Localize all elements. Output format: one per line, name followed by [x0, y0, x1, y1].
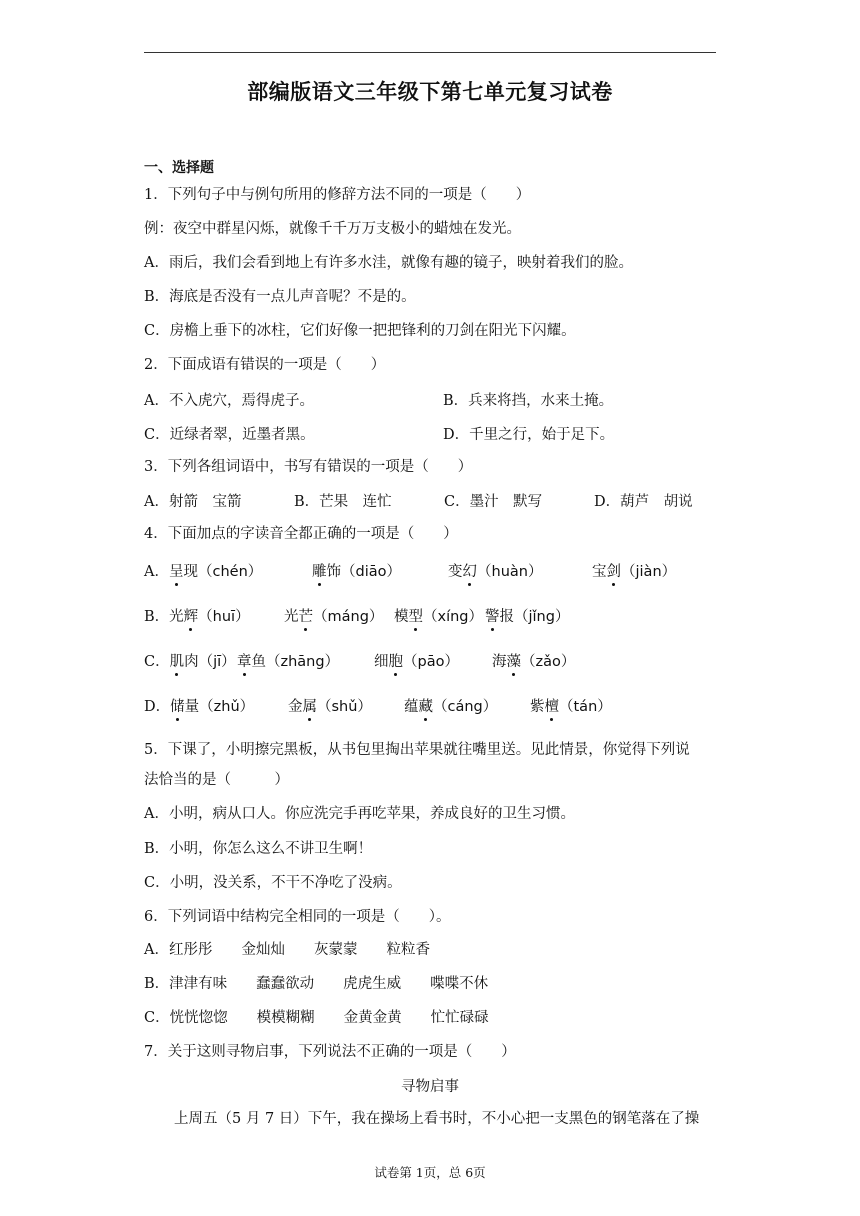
- q4-a-item: [144, 560, 262, 581]
- q2-option-d: D．千里之行，始于足下。: [443, 427, 615, 443]
- q5-option-c: C．小明，没关系，不干不净吃了没病。: [144, 875, 402, 891]
- q3-option-c: C．墨汁 默写: [444, 494, 543, 510]
- dotted-character: 藻: [506, 654, 521, 670]
- pinyin: （xíng）: [423, 609, 484, 625]
- q4-item-suffix: 鱼: [251, 654, 266, 670]
- dotted-character: 呈: [168, 564, 184, 580]
- q1-option-b: B．海底是否没有一点儿声音呢？不是的。: [144, 289, 416, 305]
- q4-item-prefix: 宝: [592, 564, 607, 580]
- pinyin: （jī）: [198, 654, 236, 670]
- q4-item-prefix: C．: [144, 654, 170, 670]
- q4-item-prefix: 金: [288, 699, 303, 715]
- q4-c-item: [374, 650, 459, 671]
- header-rule: [144, 52, 716, 53]
- q4-item-suffix: 现: [183, 564, 198, 580]
- q2-option-a: A．不入虎穴，焉得虎子。: [144, 393, 314, 409]
- q3-option-d: D．葫芦 胡说: [594, 494, 693, 510]
- q6-option-a: A．红彤彤 金灿灿 灰蒙蒙 粒粒香: [144, 942, 430, 958]
- dotted-character: 藏: [418, 699, 433, 715]
- dotted-character: 芒: [298, 609, 313, 625]
- pinyin: （cáng）: [433, 699, 498, 715]
- pinyin: （chén）: [197, 564, 263, 580]
- q4-a-item: [448, 560, 542, 581]
- q4-stem: 4．下面加点的字读音全都正确的一项是（ ）: [144, 526, 458, 542]
- dotted-character: 雕: [312, 564, 327, 580]
- q4-item-prefix: 蕴: [404, 699, 419, 715]
- q4-item-prefix: 光: [284, 609, 299, 625]
- notice-text: 上周五（5 月 7 日）下午，我在操场上看书时，不小心把一支黑色的钢笔落在了操: [174, 1111, 700, 1127]
- q5-stem-line2: 法恰当的是（ ）: [144, 772, 289, 788]
- pinyin: （pāo）: [403, 654, 459, 670]
- dotted-character: 章: [237, 654, 252, 670]
- pinyin: （tán）: [559, 699, 612, 715]
- q1-stem: 1．下列句子中与例句所用的修辞方法不同的一项是（ ）: [144, 187, 531, 203]
- q4-b-item: [485, 605, 569, 626]
- pinyin: （zhāng）: [266, 654, 340, 670]
- q4-c-item: [144, 650, 236, 671]
- q4-a-item: [312, 560, 401, 581]
- q4-c-item: [237, 650, 339, 671]
- q4-item-suffix: 报: [499, 609, 514, 625]
- q4-item-suffix: 饰: [326, 564, 341, 580]
- q1-option-c: C．房檐上垂下的冰柱，它们好像一把把锋利的刀剑在阳光下闪耀。: [144, 323, 576, 339]
- page-footer: 试卷第 1页，总 6页: [374, 1165, 486, 1180]
- q7-stem: 7．关于这则寻物启事，下列说法不正确的一项是（ ）: [144, 1044, 516, 1060]
- pinyin: （zǎo）: [521, 654, 576, 670]
- q5-option-b: B．小明，你怎么这么不讲卫生啊！: [144, 841, 373, 857]
- q1-example: 例：夜空中群星闪烁，就像千千万万支极小的蜡烛在发光。: [144, 221, 521, 237]
- q4-c-item: [492, 650, 575, 671]
- q4-a-item: [592, 560, 676, 581]
- dotted-character: 剑: [606, 564, 621, 580]
- q4-b-item: [284, 605, 383, 626]
- dotted-character: 胞: [388, 654, 403, 670]
- q6-option-c: C．恍恍惚惚 模模糊糊 金黄金黄 忙忙碌碌: [144, 1010, 489, 1026]
- q3-option-b: B．芒果 连忙: [294, 494, 392, 510]
- q4-b-item: [394, 605, 483, 626]
- q2-option-b: B．兵来将挡，水来土掩。: [443, 393, 614, 409]
- q5-option-a: A．小明，病从口人。你应洗完手再吃苹果，养成良好的卫生习惯。: [144, 806, 575, 822]
- dotted-character: 属: [302, 699, 317, 715]
- dotted-character: 幻: [462, 564, 477, 580]
- q4-b-item: [144, 605, 250, 626]
- section-heading: 一、选择题: [144, 160, 214, 176]
- q4-d-item: [404, 695, 497, 716]
- pinyin: （diāo）: [341, 564, 401, 580]
- dotted-character: 型: [408, 609, 423, 625]
- q2-option-c: C．近绿者翠，近墨者黑。: [144, 427, 315, 443]
- q4-item-prefix: B．光: [144, 609, 184, 625]
- q4-item-prefix: 海: [492, 654, 507, 670]
- pinyin: （shǔ）: [317, 699, 372, 715]
- q6-stem: 6．下列词语中结构完全相同的一项是（ ）。: [144, 909, 451, 925]
- q4-item-suffix: 量: [184, 699, 200, 715]
- pinyin: （jǐng）: [514, 609, 570, 625]
- dotted-character: 肌: [169, 654, 185, 670]
- q4-item-prefix: 细: [374, 654, 389, 670]
- q3-stem: 3．下列各组词语中，书写有错误的一项是（ ）: [144, 459, 473, 475]
- q2-stem: 2．下面成语有错误的一项是（ ）: [144, 357, 386, 373]
- q4-item-prefix: D．: [144, 699, 171, 715]
- q4-item-suffix: 肉: [184, 654, 199, 670]
- q6-option-b: B．津津有味 蠢蠢欲动 虎虎生威 喋喋不休: [144, 976, 489, 992]
- pinyin: （huī）: [198, 609, 250, 625]
- pinyin: （jiàn）: [621, 564, 677, 580]
- page-title: 部编版语文三年级下第七单元复习试卷: [247, 80, 613, 104]
- q4-item-prefix: A．: [144, 564, 169, 580]
- pinyin: （zhǔ）: [199, 699, 255, 715]
- q3-option-a: A．射箭 宝箭: [144, 494, 242, 510]
- dotted-character: 檀: [544, 699, 559, 715]
- q4-item-prefix: 模: [394, 609, 409, 625]
- q4-d-item: [144, 695, 254, 716]
- pinyin: （huàn）: [477, 564, 543, 580]
- notice-title: 寻物启事: [401, 1079, 459, 1095]
- pinyin: （máng）: [313, 609, 384, 625]
- q4-d-item: [288, 695, 372, 716]
- q1-option-a: A．雨后，我们会看到地上有许多水洼，就像有趣的镜子，映射着我们的脸。: [144, 255, 633, 271]
- dotted-character: 辉: [183, 609, 199, 625]
- q5-stem-line1: 5．下课了，小明擦完黑板，从书包里掏出苹果就往嘴里送。见此情景，你觉得下列说: [144, 742, 690, 758]
- dotted-character: 警: [485, 609, 500, 625]
- q4-item-prefix: 变: [448, 564, 463, 580]
- q4-item-prefix: 紫: [530, 699, 545, 715]
- dotted-character: 储: [170, 699, 185, 715]
- q4-d-item: [530, 695, 612, 716]
